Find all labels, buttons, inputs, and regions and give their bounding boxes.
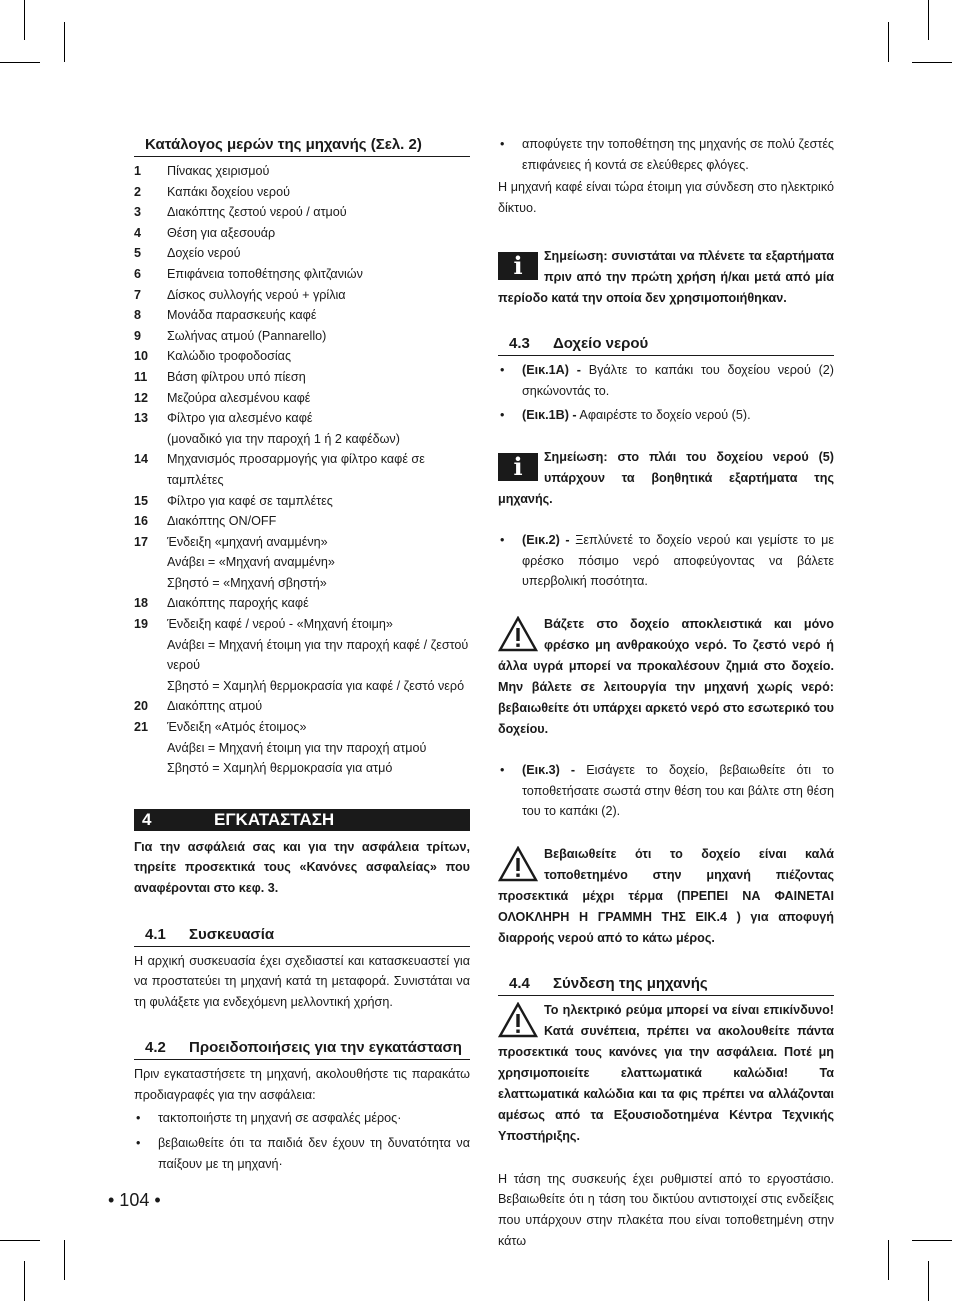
parts-list-item xyxy=(134,388,470,409)
note-text: Σημείωση: στο πλάι του δοχείου νερού (5) υπάρχουν τα βοηθητικά εξαρτήματα της μηχανής. xyxy=(498,450,834,507)
part-description-line: Φίλτρο για αλεσμένο καφέ xyxy=(167,411,313,426)
part-number: 19 xyxy=(134,617,149,632)
subsection-number: 4.3 xyxy=(509,335,530,353)
crop-mark xyxy=(928,0,929,40)
part-number: 15 xyxy=(134,493,149,508)
note-box xyxy=(498,447,834,510)
part-number: 7 xyxy=(134,287,142,302)
parts-list-item xyxy=(134,202,470,223)
part-description-line: Μεζούρα αλεσμένου καφέ xyxy=(167,390,311,405)
part-description xyxy=(167,223,470,244)
part-number: 14 xyxy=(134,452,149,467)
part-description xyxy=(167,182,470,203)
parts-list-item xyxy=(134,593,470,614)
part-description xyxy=(167,202,470,223)
right-column xyxy=(498,134,834,1251)
part-number: 20 xyxy=(134,699,149,714)
part-number: 18 xyxy=(134,596,149,611)
parts-list-item xyxy=(134,264,470,285)
part-number: 12 xyxy=(134,390,149,405)
part-number: 9 xyxy=(134,328,142,343)
bullet-mark: • xyxy=(500,762,505,777)
note-text: Σημείωση: συνιστάται να πλένετε τα εξαρτήματα πριν από την πρώτη χρήση ή/και μετά από μία περίοδο κατά την οποία δεν χρησιμοποιήθηκαν. xyxy=(498,249,834,306)
crop-mark xyxy=(928,1261,929,1301)
list-item xyxy=(498,530,834,592)
part-number: 21 xyxy=(134,720,149,735)
part-description xyxy=(167,532,470,594)
warning-icon xyxy=(498,846,538,882)
subsection-4-1-heading xyxy=(134,924,470,947)
part-number: 17 xyxy=(134,534,149,549)
bullet-mark: • xyxy=(500,137,505,151)
part-description xyxy=(167,305,470,326)
part-description-line: Βάση φίλτρου υπό πίεση xyxy=(167,369,306,384)
parts-list-item xyxy=(134,449,470,490)
info-icon: i xyxy=(498,252,538,280)
part-description-line: Καλώδιο τροφοδοσίας xyxy=(167,349,292,364)
section-4-intro: Για την ασφάλειά σας και για την ασφάλεια τρίτων, τηρείτε προσεκτικά τους «Κανόνες ασφαλείας» που αναφέρονται στο κεφ. 3. xyxy=(134,839,470,895)
part-number: 6 xyxy=(134,266,142,281)
packaging-text: Η αρχική συσκευασία έχει σχεδιαστεί και κατασκευαστεί για να προστατεύει τη μηχανή κατά τη μεταφορά. Συνιστάται να τη φυλάξετε για ενδεχόμενη μελλοντική χρήση. xyxy=(134,953,470,1009)
warning-icon xyxy=(498,1002,538,1038)
section-4-heading xyxy=(134,809,470,831)
part-number: 11 xyxy=(134,369,148,384)
crop-mark xyxy=(912,1240,952,1241)
info-icon: i xyxy=(498,453,538,481)
part-description xyxy=(167,449,470,490)
part-number: 10 xyxy=(134,349,149,364)
part-description-line: Θέση για αξεσουάρ xyxy=(167,225,276,240)
part-description-line: Δίσκος συλλογής νερού + γρίλια xyxy=(167,287,346,302)
subsection-number: 4.4 xyxy=(509,974,530,992)
voltage-text: Η τάση της συσκευής έχει ρυθμιστεί από το εργοστάσιο. Βεβαιωθείτε ότι η τάση του δικτύου αντιστοιχεί στις ενδείξεις που υπάρχουν στην πλακέτα που είναι τοποθετημένη στην κάτω xyxy=(498,1171,834,1248)
part-description-line: Διακόπτης ατμού xyxy=(167,699,263,714)
parts-list-item xyxy=(134,326,470,347)
figure-ref: (Εικ.1A) - xyxy=(522,363,581,378)
part-description-line: Ένδειξη καφέ / νερού - «Μηχανή έτοιμη» xyxy=(167,617,393,632)
figure-ref: (Εικ.3) - xyxy=(522,762,576,777)
parts-list-item xyxy=(134,511,470,532)
part-number: 4 xyxy=(134,225,142,240)
bullet-text: βεβαιωθείτε ότι τα παιδιά δεν έχουν τη δυνατότητα να παίξουν με τη μηχανή· xyxy=(158,1136,470,1171)
bullet-text: αποφύγετε την τοποθέτηση της μηχανής σε πολύ ζεστές επιφάνειες ή κοντά σε ελεύθερες φλόγες. xyxy=(522,137,835,172)
part-description xyxy=(167,264,470,285)
warning-box xyxy=(498,1000,834,1147)
parts-list-item xyxy=(134,305,470,326)
part-description xyxy=(167,717,470,779)
parts-list-item xyxy=(134,285,470,306)
section-number: 4 xyxy=(142,809,152,829)
parts-list-item xyxy=(134,491,470,512)
part-description-line: Σωλήνας ατμού (Pannarello) xyxy=(167,328,327,343)
warning-icon xyxy=(498,616,538,652)
subsection-title: Συσκευασία xyxy=(189,925,275,943)
subsection-4-2-heading xyxy=(134,1037,470,1060)
parts-list-title: Κατάλογος μερών της μηχανής (Σελ. 2) xyxy=(134,134,470,157)
ready-text: Η μηχανή καφέ είναι τώρα έτοιμη για σύνδεση στο ηλεκτρικό δίκτυο. xyxy=(498,180,834,215)
part-description-line: Διακόπτης ON/OFF xyxy=(167,514,277,529)
part-description xyxy=(167,388,470,409)
warning-text: Βεβαιωθείτε ότι το δοχείο είναι καλά τοποθετημένο στην μηχανή πιέζοντας προσεκτικά μέχρι τέρμα (ΠΡΕΠΕΙ ΝΑ ΦΑΙΝΕΤΑΙ ΟΛΟΚΛΗΡΗ Η ΓΡΑΜΜΗ ΤΗΣ ΕΙΚ.4 ) για αποφυγή διαρροής νερού από το κάτω μέρος. xyxy=(498,846,834,945)
part-description xyxy=(167,326,470,347)
subsection-title: Σύνδεση της μηχανής xyxy=(553,974,708,992)
part-description-line: Μονάδα παρασκευής καφέ xyxy=(167,308,317,323)
subsection-4-4-heading xyxy=(498,973,834,996)
parts-list-item xyxy=(134,367,470,388)
list-item xyxy=(498,760,834,822)
part-description-line: (μοναδικό για την παροχή 1 ή 2 καφέδων) xyxy=(167,431,400,446)
warning-text: Βάζετε στο δοχείο αποκλειστικά και μόνο φρέσκο μη ανθρακούχο νερό. Το ζεστό νερό ή άλλα υγρά μπορεί να προκαλέσουν ζημιά στο δοχείο. Μην βάλετε σε λειτουργία την μηχανή χωρίς νερό: βεβαιωθείτε ότι υπάρχει αρκετό νερό στο εσωτερικό του δοχείου. xyxy=(498,616,834,736)
list-item xyxy=(498,360,834,401)
part-description xyxy=(167,367,470,388)
part-description-line: Καπάκι δοχείου νερού xyxy=(167,184,290,199)
part-number: 3 xyxy=(134,205,142,220)
list-item xyxy=(134,1108,470,1129)
bullet-text: Εισάγετε το δοχείο, βεβαιωθείτε ότι το τοποθετήσατε σωστά στην θέση του και βάλτε στη θέση του το καπάκι (2). xyxy=(522,762,834,819)
crop-mark xyxy=(0,1240,40,1241)
part-number: 5 xyxy=(134,246,142,261)
parts-list-item xyxy=(134,717,470,779)
bullet-text: Ξεπλύνετέ το δοχείο νερού και γεμίστε το με φρέσκο πόσιμο νερό αποφεύγοντας να βάλετε υπερβολική ποσότητα. xyxy=(522,533,834,589)
warning-box xyxy=(498,614,834,740)
part-number: 2 xyxy=(134,184,142,199)
part-description xyxy=(167,696,470,717)
parts-list-item xyxy=(134,408,470,449)
crop-mark xyxy=(24,0,25,40)
parts-list-item xyxy=(134,614,470,696)
bullet-mark: • xyxy=(136,1136,141,1151)
warning-text: Το ηλεκτρικό ρεύμα μπορεί να είναι επικίνδυνο! Κατά συνέπεια, πρέπει να ακολουθείτε πάντα προσεκτικά τους κανόνες για την ασφάλεια. Ποτέ μη χρησιμοποιείτε ελαττωματικά καλώδια! Τα ελαττωματικά καλώδια και τα φις πρέπει να αλλάζονται αμέσως από τα Εξουσιοδοτημένα Κέντρα Τεχνικής Υποστήριξης. xyxy=(498,1002,834,1143)
part-description-line: Ένδειξη «Ατμός έτοιμος» xyxy=(167,720,307,735)
part-number: 16 xyxy=(134,514,149,529)
part-description-line: Σβηστό = Χαμηλή θερμοκρασία για καφέ / ζεστό νερό xyxy=(167,678,465,693)
subsection-number: 4.2 xyxy=(145,1039,166,1057)
page-number: • 104 • xyxy=(108,1190,161,1210)
list-item xyxy=(498,405,834,426)
crop-mark xyxy=(888,1240,889,1280)
parts-list-item xyxy=(134,696,470,717)
subsection-title: Προειδοποιήσεις για την εγκατάσταση xyxy=(189,1039,462,1057)
part-description-line: Δοχείο νερού xyxy=(167,246,241,261)
parts-list-item xyxy=(134,182,470,203)
parts-list-item xyxy=(134,346,470,367)
part-description xyxy=(167,243,470,264)
bullet-mark: • xyxy=(136,1110,141,1125)
part-description-line: Σβηστό = Χαμηλή θερμοκρασία για ατμό xyxy=(167,761,393,776)
left-column xyxy=(134,134,470,1174)
warning-box xyxy=(498,844,834,949)
bullet-mark: • xyxy=(500,407,505,422)
crop-mark xyxy=(64,22,65,62)
part-description xyxy=(167,161,470,182)
part-description-line: Σβηστό = «Μηχανή σβηστή» xyxy=(167,575,327,590)
figure-ref: (Εικ.2) - xyxy=(522,533,570,548)
bullet-mark: • xyxy=(500,533,505,548)
bullet-text: Αφαιρέστε το δοχείο νερού (5). xyxy=(579,407,751,422)
part-number: 13 xyxy=(134,411,149,426)
part-description-line: Ανάβει = «Μηχανή αναμμένη» xyxy=(167,555,335,570)
crop-mark xyxy=(64,1240,65,1280)
bullet-text: Βγάλτε το καπάκι του δοχείου νερού (2) σηκώνοντάς το. xyxy=(522,363,835,398)
part-description xyxy=(167,285,470,306)
bullet-mark: • xyxy=(500,363,505,378)
part-description xyxy=(167,511,470,532)
part-description xyxy=(167,346,470,367)
part-description-line: Διακόπτης παροχής καφέ xyxy=(167,596,309,611)
parts-list-item xyxy=(134,243,470,264)
crop-mark xyxy=(912,62,952,63)
part-description-line: Διακόπτης ζεστού νερού / ατμού xyxy=(167,205,347,220)
crop-mark xyxy=(888,22,889,62)
part-description-line: Φίλτρο για καφέ σε ταμπλέτες xyxy=(167,493,333,508)
part-description-line: Επιφάνεια τοποθέτησης φλιτζανιών xyxy=(167,266,363,281)
figure-ref: (Εικ.1B) - xyxy=(522,407,577,422)
crop-mark xyxy=(24,1261,25,1301)
part-number: 8 xyxy=(134,308,142,323)
part-description xyxy=(167,408,470,449)
installation-intro: Πριν εγκαταστήσετε τη μηχανή, ακολουθήστε τις παρακάτω προδιαγραφές για την ασφάλεια: xyxy=(134,1067,470,1102)
list-item xyxy=(134,1133,470,1174)
parts-list-item xyxy=(134,532,470,594)
note-box xyxy=(498,246,834,309)
part-description xyxy=(167,491,470,512)
part-description-line: Ανάβει = Μηχανή έτοιμη για την παροχή ατμού xyxy=(167,740,427,755)
part-number: 1 xyxy=(134,164,142,178)
subsection-title: Δοχείο νερού xyxy=(553,335,649,353)
crop-mark xyxy=(0,62,40,63)
part-description-line: Μηχανισμός προσαρμογής για φίλτρο καφέ σε ταμπλέτες xyxy=(167,452,425,487)
subsection-number: 4.1 xyxy=(145,925,166,943)
part-description-line: Ανάβει = Μηχανή έτοιμη για την παροχή καφέ / ζεστού νερού xyxy=(167,637,469,673)
parts-list-item xyxy=(134,223,470,244)
part-description xyxy=(167,593,470,614)
parts-list xyxy=(134,161,470,779)
subsection-4-3-heading xyxy=(498,333,834,356)
section-title: ΕΓΚΑΤΑΣΤΑΣΗ xyxy=(214,809,335,829)
part-description xyxy=(167,614,470,696)
part-description-line: Ένδειξη «μηχανή αναμμένη» xyxy=(167,534,328,549)
list-item xyxy=(498,134,834,175)
part-description-line: Πίνακας χειρισμού xyxy=(167,164,270,178)
parts-list-item xyxy=(134,161,470,182)
bullet-text: τακτοποιήστε τη μηχανή σε ασφαλές μέρος· xyxy=(158,1110,402,1125)
